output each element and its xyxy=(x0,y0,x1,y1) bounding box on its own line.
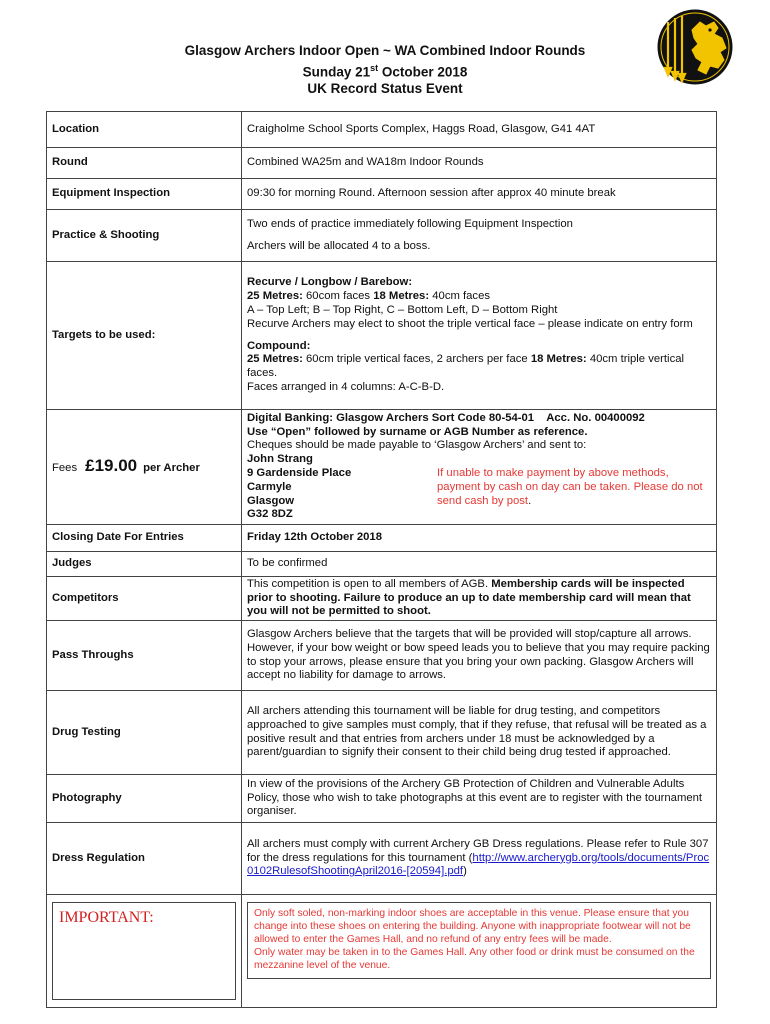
practice-line1: Two ends of practice immediately following Equipment Inspection xyxy=(247,217,573,230)
cash-note xyxy=(437,453,707,522)
address-line-1: John Strang xyxy=(247,453,313,466)
row-important xyxy=(47,895,717,1008)
important-cell xyxy=(47,895,242,1008)
address-line-2: 9 Gardenside Place xyxy=(247,467,352,479)
compound-title: Compound: xyxy=(247,339,311,352)
dress-text: All archers must comply with current Archery GB Dress regulations. Please refer to Rule 307 for the dress regulations for this tournament ( xyxy=(247,837,709,864)
row-targets xyxy=(47,262,717,410)
event-title: Glasgow Archers Indoor Open ~ WA Combined Indoor Rounds xyxy=(184,43,586,58)
row-closing xyxy=(47,525,717,552)
footwear-notice: Only soft soled, non-marking indoor shoes are acceptable in this venue. Please ensure that you change into these shoes on entering the building. Anyone with inappropriate footwear will not be allowed to enter the Games Hall, and no refund of any entry fees will be made. xyxy=(254,908,691,945)
equipment-value: 09:30 for morning Round. Afternoon session after approx 40 minute break xyxy=(242,179,717,210)
important-label: IMPORTANT: xyxy=(59,909,154,926)
recurve-25-label: 25 Metres: xyxy=(247,290,303,303)
food-drink-notice: Only water may be taken in to the Games Hall. Any other food or drink must be consumed on the mezzanine level of the venue. xyxy=(254,947,695,971)
practice-label: Practice & Shooting xyxy=(47,210,242,262)
compound-25-text: 60cm triple vertical faces, 2 archers per face xyxy=(302,353,531,366)
row-judges xyxy=(47,552,717,577)
reference-instructions: Use “Open” followed by surname or AGB Number as reference. xyxy=(247,425,588,438)
important-notice xyxy=(247,902,711,979)
row-fees xyxy=(47,410,717,525)
row-competitors xyxy=(47,577,717,621)
event-date-suffix: st xyxy=(370,62,379,73)
dress-rules-link[interactable]: http://www.archerygb.org/tools/documents/Proc0102RulesofShootingApril2016-[20594].pdf xyxy=(247,851,710,878)
round-value: Combined WA25m and WA18m Indoor Rounds xyxy=(242,148,717,179)
address-line-3: Carmyle xyxy=(247,480,292,493)
pass-value: Glasgow Archers believe that the targets that will be provided will stop/capture all arrows. However, if your bow weight or bow speed leads you to believe that you may require packing to stop your arrows, please ensure that you bring your own packing. Glasgow Archers will accept no liability for damage to arrows. xyxy=(242,621,717,691)
row-round xyxy=(47,148,717,179)
round-label: Round xyxy=(47,148,242,179)
recurve-18-text: 40cm faces xyxy=(429,290,491,303)
photo-label: Photography xyxy=(47,775,242,823)
compound-18-label: 18 Metres: xyxy=(530,353,587,366)
location-label: Location xyxy=(47,112,242,148)
important-box xyxy=(52,902,236,1000)
fees-amount: £19.00 xyxy=(85,455,138,475)
row-pass-throughs xyxy=(47,621,717,691)
compound-25-label: 25 Metres: xyxy=(247,353,303,366)
competitors-label: Competitors xyxy=(47,577,242,621)
event-status: UK Record Status Event xyxy=(307,80,463,96)
recurve-positions: A – Top Left; B – Top Right, C – Bottom Left, D – Bottom Right xyxy=(247,303,558,316)
targets-value xyxy=(242,262,717,410)
drug-label: Drug Testing xyxy=(47,691,242,775)
recurve-title: Recurve / Longbow / Barebow: xyxy=(247,276,413,289)
event-date-main: Sunday 21 xyxy=(302,64,371,79)
row-equipment xyxy=(47,179,717,210)
location-value: Craigholme School Sports Complex, Haggs Road, Glasgow, G41 4AT xyxy=(242,112,717,148)
row-location xyxy=(47,112,717,148)
competitors-value xyxy=(242,577,717,621)
competitors-text: This competition is open to all members of AGB. xyxy=(247,577,492,590)
fees-per: per Archer xyxy=(143,461,200,474)
important-value xyxy=(242,895,717,1008)
practice-line2: Archers will be allocated 4 to a boss. xyxy=(247,239,431,252)
recurve-18-label: 18 Metres: xyxy=(373,290,430,303)
closing-label: Closing Date For Entries xyxy=(47,525,242,552)
row-dress xyxy=(47,823,717,895)
row-drug-testing xyxy=(47,691,717,775)
practice-value xyxy=(242,210,717,262)
closing-value: Friday 12th October 2018 xyxy=(242,525,717,552)
fees-label: Fees xyxy=(52,461,78,474)
judges-label: Judges xyxy=(47,552,242,577)
recurve-note: Recurve Archers may elect to shoot the triple vertical face – please indicate on entry form xyxy=(247,317,693,330)
dress-value xyxy=(242,823,717,895)
cheque-instructions: Cheques should be made payable to ‘Glasgow Archers’ and sent to: xyxy=(247,439,587,452)
row-photography xyxy=(47,775,717,823)
cash-note-end: . xyxy=(528,494,532,507)
fees-value xyxy=(242,410,717,525)
fees-cell xyxy=(47,410,242,525)
recurve-25-text: 60com faces xyxy=(302,290,374,303)
document-header xyxy=(0,43,770,97)
lion-rampant-arrows-crest-icon xyxy=(656,8,734,86)
cash-note-text: If unable to make payment by above methods, payment by cash on day can be taken. Please do not send cash by post xyxy=(437,467,703,507)
event-details-table xyxy=(46,111,717,1008)
photo-value: In view of the provisions of the Archery GB Protection of Children and Vulnerable Adults Policy, those who wish to take photographs at this event are to register with the tournament organiser. xyxy=(242,775,717,823)
targets-label: Targets to be used: xyxy=(47,262,242,410)
event-date-rest: October 2018 xyxy=(378,64,468,79)
compound-arrangement: Faces arranged in 4 columns: A-C-B-D. xyxy=(247,380,445,393)
dress-label: Dress Regulation xyxy=(47,823,242,895)
judges-value: To be confirmed xyxy=(242,552,717,577)
dress-end: ) xyxy=(463,865,467,878)
pass-label: Pass Throughs xyxy=(47,621,242,691)
event-date xyxy=(0,60,770,81)
compound-distances xyxy=(247,353,711,381)
membership-warning: Membership cards will be inspected prior to shooting. Failure to produce an up to date membership card will mean that you will not be permitted to shoot. xyxy=(247,577,691,618)
postal-address xyxy=(247,453,437,522)
banking-details: Digital Banking: Glasgow Archers Sort Code 80-54-01 Acc. No. 00400092 xyxy=(247,411,645,424)
compound-18-text: 40cm triple vertical faces. xyxy=(247,353,685,380)
drug-value: All archers attending this tournament will be liable for drug testing, and competitors approached to give samples must comply, that if they refuse, that refusal will be treated as a positive result and that entries from archers under 18 must be acknowledged by a parent/guardian to signify their consent to their child being drug tested if approached. xyxy=(242,691,717,775)
equipment-label: Equipment Inspection xyxy=(47,179,242,210)
address-line-5: G32 8DZ xyxy=(247,508,293,521)
address-block xyxy=(247,453,711,522)
row-practice xyxy=(47,210,717,262)
address-line-4: Glasgow xyxy=(247,494,295,507)
recurve-distances xyxy=(247,290,711,304)
